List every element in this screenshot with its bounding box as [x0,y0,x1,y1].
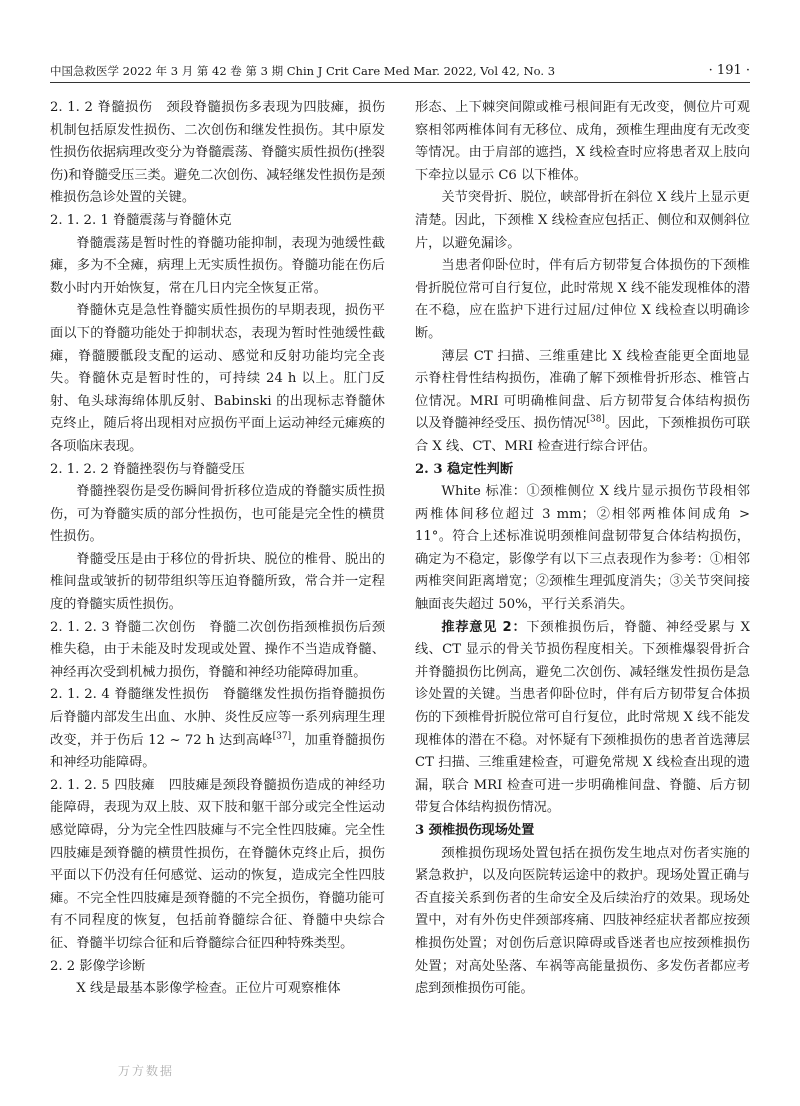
paragraph: 脊髓震荡是暂时性的脊髓功能抑制，表现为弛缓性截瘫，多为不全瘫，病理上无实质性损伤。脊髓功能在伤后数小时内开始恢复，常在几日内完全恢复正常。 [50,235,385,296]
recommendation-label: 推荐意见 2： [441,619,527,635]
citation-ref[interactable]: [37] [272,731,292,742]
paragraph: 脊髓挫裂伤是受伤瞬间骨折移位造成的脊髓实质性损伤，可为脊髓实质的部分性损伤，也可能是完全性的横贯性损伤。 [50,484,385,545]
paragraph-text: 薄层 CT 扫描、三维重建比 X 线检查能更全面地显示脊柱骨性结构损伤，准确了解下颈椎骨折形态、椎管占位情况。MRI 可明确椎间盘、后方韧带复合体结构损伤以及脊髓神经受压、损伤情况 [415,348,750,432]
section-heading: 2. 1. 2 脊髓损伤 [50,100,153,115]
section-heading: 2. 1. 2. 5 四肢瘫 [50,777,155,793]
paragraph-text: 。因此，下颈椎损伤可联合 X 线、CT、MRI 检查进行综合评估。 [415,416,751,454]
right-column [415,97,750,1001]
paragraph: 脊髓受压是由于移位的骨折块、脱位的椎骨、脱出的椎间盘或皱折的韧带组织等压迫脊髓所致，常合并一定程度的脊髓实质性损伤。 [50,551,385,613]
paragraph: 颈椎损伤现场处置包括在损伤发生地点对伤者实施的紧急救护，以及向医院转运途中的救护。现场处置正确与否直接关系到伤者的生命安全及后续治疗的效果。现场处置中，对有外伤史伴颈部疼痛、四肢神经症状者都应按颈椎损伤处置；对创伤后意识障碍或昏迷者也应按颈椎损伤处置；对高处坠落、车祸等高能量损伤、多发伤者都应考虑到颈椎损伤可能。 [415,845,750,997]
paragraph [415,346,750,459]
paragraph: 关节突骨折、脱位，峡部骨折在斜位 X 线片上显示更清楚。因此，下颈椎 X 线检查应包括正、侧位和双侧斜位片，以避免漏诊。 [415,190,750,251]
paragraph-text: 四肢瘫是颈段脊髓损伤造成的神经功能障碍，表现为双上肢、双下肢和躯干部分或完全性运动感觉障碍，分为完全性四肢瘫与不完全性四肢瘫。完全性四肢瘫是颈脊髓的横贯性损伤，在脊髓休克终止后，损伤平面以下仍没有任何感觉、运动的恢复，造成完全性四肢瘫。不完全性四肢瘫是颈脊髓的不完全损伤，脊髓功能可有不同程度的恢复，包括前脊髓综合征、脊髓中央综合征、脊髓半切综合征和后脊髓综合征四种特殊类型。 [50,777,386,951]
paragraph: 形态、上下棘突间隙或椎弓根间距有无改变，侧位片可观察相邻两椎体间有无移位、成角，颈椎生理曲度有无改变等情况。由于肩部的遮挡，X 线检查时应将患者双上肢向下牵拉以显示 C6 以下椎体。 [415,100,750,183]
paragraph-text: 脊髓二次创伤指颈椎损伤后颈椎失稳，由于未能及时发现或处置、操作不当造成脊髓、神经再次受到机械力损伤，脊髓和神经功能障碍加重。 [50,619,386,680]
paragraph: 当患者仰卧位时，伴有后方韧带复合体损伤的下颈椎骨折脱位常可自行复位，此时常规 X 线不能发现椎体的潜在不稳，应在监护下进行过屈/过伸位 X 线检查以明确诊断。 [415,258,750,341]
page-number: · 191 · [708,63,750,78]
section-heading: 3 颈椎损伤现场处置 [415,823,535,838]
left-column [50,97,385,1001]
journal-citation: 中国急救医学 2022 年 3 月 第 42 卷 第 3 期 Chin J Crit Care Med Mar. 2022, Vol 42, No. 3 [50,64,556,78]
paragraph: 脊髓休克是急性脊髓实质性损伤的早期表现，损伤平面以下的脊髓功能处于抑制状态，表现为暂时性弛缓性截瘫，脊髓腰骶段支配的运动、感觉和反射功能均完全丧失。脊髓休克是暂时性的，可持续 24 h 以上。肛门反射、龟头球海绵体肌反射、Babinski 的出现标志脊髓休克终止，随后将出现相对应损伤平面上运动神经元瘫痪的各项临床表现。 [50,303,385,454]
running-header [50,60,750,83]
section-heading: 2. 1. 2. 3 脊髓二次创伤 [50,619,196,635]
paragraph-text: ，加重脊髓损伤和神经功能障碍。 [50,732,385,771]
section-heading: 2. 1. 2. 2 脊髓挫裂伤与脊髓受压 [50,461,245,477]
section-heading: 2. 3 稳定性判断 [415,461,514,477]
paragraph-text: 脊髓继发性损伤指脊髓损伤后脊髓内部发生出血、水肿、炎性反应等一系列病理生理改变，并于伤后 12 ~ 72 h 达到高峰 [50,687,386,748]
recommendation-paragraph [415,617,750,820]
section-2-1-2-3 [50,617,385,685]
section-heading: 2. 1. 2. 4 脊髓继发性损伤 [50,687,210,703]
section-2-1-2-4 [50,684,385,774]
section-heading: 2. 2 影像学诊断 [50,958,146,974]
paragraph: White 标准：①颈椎侧位 X 线片显示损伤节段相邻两椎体间移位超过 3 mm；②相邻两椎体间成角 > 11°。符合上述标准说明颈椎间盘韧带复合体结构损伤，确定为不稳定，影像学有以下三点表现作为参考：①相邻两椎突间距离增宽；②颈椎生理弧度消失；③关节突间接触面丧失超过 50%，平行关系消失。 [415,484,750,613]
section-heading: 2. 1. 2. 1 脊髓震荡与脊髓休克 [50,212,232,228]
paragraph-text: 下颈椎损伤后，脊髓、神经受累与 X 线、CT 显示的骨关节损伤程度相关。下颈椎爆裂骨折合并脊髓损伤比例高，避免二次创伤、减轻继发性损伤是急诊处置的关键。当患者仰卧位时，伴有后方韧带复合体损伤的下颈椎骨折脱位常可自行复位，此时常规 X 线不能发现椎体的潜在不稳。对怀疑有下颈椎损伤的患者首选薄层 CT 扫描、三维重建检查，可避免常规 X 线检查出现的遗漏，联合 MRI 检查可进一步明确椎间盘、脊髓、后方韧带复合体结构损伤情况。 [415,619,750,816]
citation-ref[interactable]: [38] [586,414,605,425]
section-2-1-2 [50,97,385,210]
paragraph: X 线是最基本影像学检查。正位片可观察椎体 [76,981,341,997]
paragraph-text: 颈段脊髓损伤多表现为四肢瘫，损伤机制包括原发性损伤、二次创伤和继发性损伤。其中原发性损伤依据病理改变分为脊髓震荡、脊髓实质性损伤(挫裂伤)和脊髓受压三类。避免二次创伤、减轻继发性损伤是颈椎损伤急诊处置的关键。 [50,100,386,206]
watermark-logo: 万方数据 [118,1064,175,1078]
section-2-1-2-5 [50,775,385,956]
